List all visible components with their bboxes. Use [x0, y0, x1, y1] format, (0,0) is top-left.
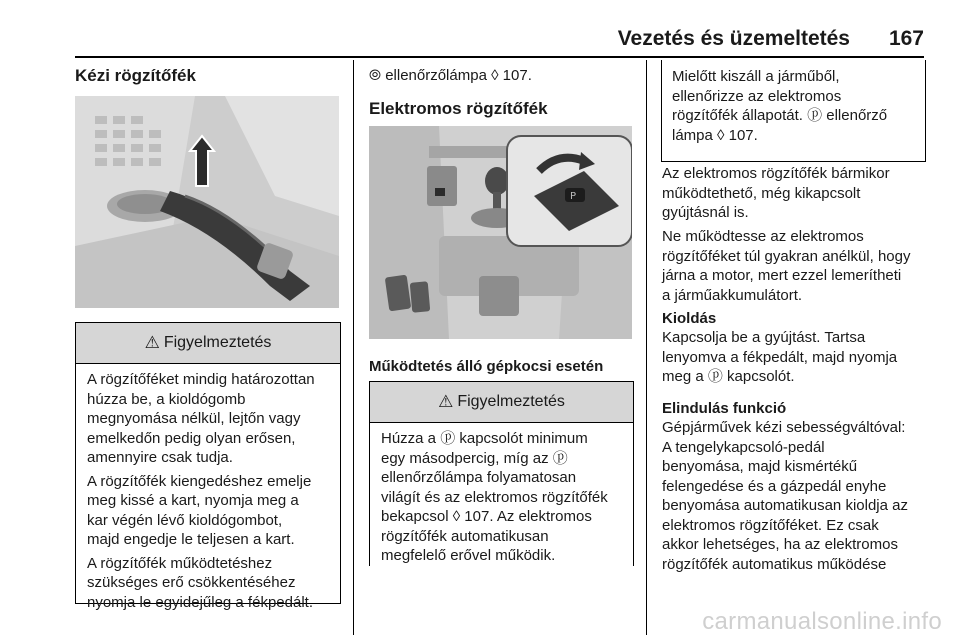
electric-brake-illustration	[369, 126, 632, 339]
warning-line: amennyire csak tudja.	[87, 449, 233, 466]
warning-heading: Figyelmeztetés	[457, 393, 565, 410]
paragraph-line: akkor lehetséges, ha az elektromos	[662, 536, 898, 553]
warning-header	[370, 382, 633, 423]
paragraph-line: felengedése és a gázpedál enyhe	[662, 477, 887, 495]
warning-line: világít és az elektromos rögzítőfék	[381, 488, 608, 506]
column-divider-2	[646, 60, 647, 635]
paragraph-line: Az elektromos rögzítőfék bármikor	[662, 165, 890, 182]
note-box	[661, 60, 926, 162]
paragraph-line: rögzítőféket túl gyakran anélkül, hogy	[662, 247, 911, 265]
manual-brake-illustration	[75, 96, 339, 308]
paragraph-line: járna a motor, mert ezzel lemerítheti	[662, 267, 902, 284]
paragraph-2	[662, 227, 910, 305]
warning-line: ellenőrzőlámpa folyamatosan	[381, 469, 577, 486]
page-number: 167	[888, 27, 924, 50]
note-line: ellenőrizze az elektromos	[672, 87, 842, 105]
paragraph-line: benyomása automatikusan kioldja az	[662, 497, 908, 514]
paragraph-line: Gépjárművek kézi sebességváltóval:	[662, 419, 906, 436]
paragraph-line: a járműakkumulátort.	[662, 286, 803, 304]
paragraph-line: lenyomva a fékpedált, majd nyomja	[662, 348, 898, 366]
ref-line-text: ellenőrzőlámpa ◊ 107.	[385, 67, 532, 84]
warning-line: A rögzítőfék kiengedéshez emelje	[87, 472, 312, 490]
warning-box-manual-brake	[75, 322, 341, 611]
note-line: Mielőtt kiszáll a járműből,	[672, 68, 840, 85]
paragraph-line: meg a ⓟ kapcsolót.	[662, 368, 795, 385]
warning-line: szükséges erő csökkentéséhez	[87, 574, 296, 591]
warning-triangle-icon: ⚠	[438, 392, 454, 411]
watermark: carmanualsonline.info	[702, 608, 942, 635]
warning-paragraph	[87, 370, 330, 468]
section-title-electric-brake: Elektromos rögzítőfék	[369, 99, 548, 118]
electric-brake-switch-image	[369, 126, 632, 339]
svg-text:P: P	[570, 191, 577, 202]
manual-brake-lever-image	[75, 96, 339, 308]
section-title-manual-brake: Kézi rögzítőfék	[75, 66, 196, 85]
warning-body	[76, 364, 340, 612]
header-rule	[75, 56, 924, 58]
warning-line: egy másodpercig, míg az ⓟ	[381, 449, 568, 467]
paragraph-line: benyomása, majd kismértékű	[662, 458, 858, 475]
paragraph-line: működtethető, még kikapcsolt	[662, 184, 861, 202]
warning-line: húzza be, a kioldógomb	[87, 390, 246, 408]
paragraph-line: rögzítőfék automatikus működése	[662, 555, 887, 573]
driveaway-title: Elindulás funkció	[662, 400, 787, 417]
release-paragraph	[662, 328, 897, 387]
warning-line: megfelelő erővel működik.	[381, 547, 556, 564]
release-title: Kioldás	[662, 310, 717, 327]
warning-heading: Figyelmeztetés	[163, 334, 272, 351]
warning-line: meg kissé a kart, nyomja meg a	[87, 492, 299, 509]
paragraph-line: gyújtásnál is.	[662, 204, 749, 221]
warning-line: A rögzítőféket mindig határozottan	[87, 371, 315, 388]
paragraph-line: A tengelykapcsoló-pedál	[662, 438, 825, 456]
warning-line: megnyomása nélkül, lejtőn vagy	[87, 410, 301, 427]
warning-line: nyomja le egyidejűleg a fékpedált.	[87, 593, 313, 611]
driveaway-paragraph	[662, 418, 908, 574]
warning-header	[76, 323, 340, 364]
note-line: lámpa ◊ 107.	[672, 126, 758, 144]
paragraph-line: elektromos rögzítőféket. Ez csak	[662, 516, 879, 534]
warning-paragraph	[87, 472, 330, 550]
warning-line: A rögzítőfék működtetéshez	[87, 554, 273, 572]
note-line: rögzítőfék állapotát. ⓟ ellenőrző	[672, 107, 888, 124]
warning-line: majd engedje le teljesen a kart.	[87, 531, 295, 548]
subsection-title-stationary: Működtetés álló gépkocsi esetén	[369, 358, 604, 375]
paragraph-line: Kapcsolja be a gyújtást. Tartsa	[662, 329, 866, 346]
warning-line: rögzítőfék automatikusan	[381, 527, 549, 545]
warning-triangle-icon: ⚠	[144, 333, 160, 352]
warning-body	[370, 423, 633, 566]
page-header-title: Vezetés és üzemeltetés	[617, 27, 850, 50]
warning-line: kar végén lévő kioldógombot,	[87, 511, 283, 529]
warning-box-electric-brake	[369, 381, 634, 566]
paragraph-line: Ne működtesse az elektromos	[662, 228, 864, 245]
warning-paragraph	[87, 554, 330, 613]
warning-line: Húzza a ⓟ kapcsolót minimum	[381, 430, 588, 447]
warning-line: bekapcsol ◊ 107. Az elektromos	[381, 508, 592, 525]
brake-indicator-icon: ⦾	[369, 67, 382, 84]
warning-line: emelkedőn pedig olyan erősen,	[87, 429, 296, 447]
column-divider-1	[353, 60, 354, 635]
brake-indicator-ref	[369, 66, 532, 86]
paragraph-1	[662, 164, 890, 223]
